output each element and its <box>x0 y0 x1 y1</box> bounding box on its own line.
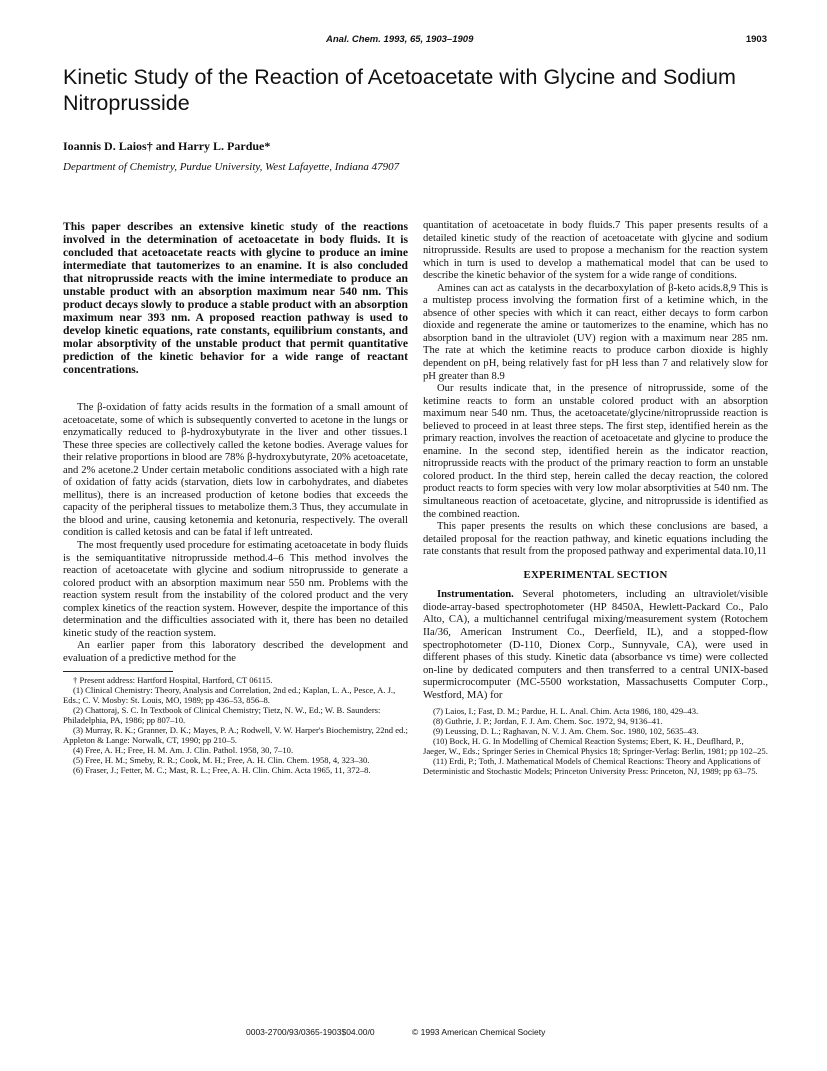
affiliation: Department of Chemistry, Purdue University, West Lafayette, Indiana 47907 <box>63 161 400 173</box>
reference: (11) Erdi, P.; Toth, J. Mathematical Models of Chemical Reactions: Theory and Applications of Deterministic and Stochastic Models; Princeton University Press: Princeton, NJ, 1989; pp 63–75. <box>423 756 761 777</box>
footnote: † Present address: Hartford Hospital, Hartford, CT 06115. <box>73 675 273 686</box>
reference: (1) Clinical Chemistry: Theory, Analysis and Correlation, 2nd ed.; Kaplan, L. A., Pesce, A. J., Eds.; C. V. Mosby: St. Louis, MO, 1989; pp 436–53, 856–8. <box>63 685 396 706</box>
body-paragraph: An earlier paper from this laboratory described the development and evaluation of a predictive method for the <box>63 640 408 664</box>
left-column <box>63 220 408 775</box>
journal-citation: Anal. Chem. 1993, 65, 1903–1909 <box>326 34 474 45</box>
article-title: Kinetic Study of the Reaction of Acetoacetate with Glycine and Sodium Nitroprusside <box>63 65 736 115</box>
body-paragraph: Amines can act as catalysts in the decarboxylation of β-keto acids.8,9 This is a multistep process involving the formation first of a ketimine which, in the absence of other species with which it can react, either decays to form carbon dioxide and regenerate the amine or tautomerizes to the enamine, which has no absorption band in the ultraviolet (UV) region with a maximum near 285 nm. The rate at which the ketimine reacts to produce carbon dioxide is highly dependent on pH, being relatively fast for pH less than 7 and relatively slow for pH greater than 8.9 <box>423 282 768 382</box>
body-paragraph: The most frequently used procedure for estimating acetoacetate in body fluids is the semiquantitative nitroprusside method.4–6 This method involves the reaction of acetoacetate with glycine and sodium nitroprusside to generate a colored product with an absorption maximum near 550 nm. Problems with the reaction system result from the instability of the colored product and the very complex kinetics of the reaction system. However, despite the importance of this determination and the difficulties associated with it, there has been no detailed kinetic study of the reaction system. <box>63 540 408 639</box>
author-line: Ioannis D. Laios† and Harry L. Pardue* <box>63 139 271 153</box>
subsection-lead: Instrumentation. <box>437 589 514 601</box>
copyright: © 1993 American Chemical Society <box>412 1027 546 1037</box>
body-paragraph: This paper presents the results on which these conclusions are based, a detailed proposal for the reaction pathway, and kinetic equations including the rate constants that result from the proposed pathway and experimental data.10,11 <box>423 521 768 558</box>
running-header <box>0 34 827 48</box>
instrumentation-text: Several photometers, including an ultraviolet/visible diode-array-based spectrophotometer (HP 8450A, Hewlett-Packard Co., Palo Alto, CA), a multichannel centrifugal mixing/measurement system (Rotochem IIa/36, American Instrument Co., Deerfield, IL), and a stopped-flow spectrophotometer (D-110, Dionex Corp., Sunnyvale, CA), were used in different phases of this study. Kinetic data (absorbance vs time) were collected on-line by dedicated computers and then transferred to a central UNIX-based supermicrocomputer (MC-5500 workstation, Massachusetts Computer Corp., Westford, MA) for <box>423 589 768 701</box>
body-paragraph: quantitation of acetoacetate in body fluids.7 This paper presents results of a detailed kinetic study of the reaction of acetoacetate with glycine and sodium nitroprusside. Results are used to propose a mechanism for the reaction system which in turn is used to develop a mathematical model that can be used to describe the kinetic behavior of the system for a wide range of conditions. <box>423 220 768 282</box>
instrumentation-paragraph <box>423 589 768 702</box>
page-number: 1903 <box>745 34 767 45</box>
reference: (6) Fraser, J.; Fetter, M. C.; Mast, R. L.; Free, A. H. Clin. Chim. Acta 1965, 11, 372–8. <box>73 765 371 776</box>
footnotes-right <box>423 706 768 776</box>
body-paragraph: The β-oxidation of fatty acids results in the formation of a small amount of acetoacetate, some of which is subsequently converted to acetone in the lungs or enzymatically reduced to β-hydroxybutyrate in the liver and other tissues.1 These three species are collectively called the ketone bodies. Average values for their relative proportions in blood are 78% β-hydroxybutyrate, 20% acetoacetate, and 2% acetone.2 Under certain metabolic conditions associated with a high rate of oxidation of fatty acids (starvation, diets low in carbohydrates, and diabetes mellitus), there is an increased production of ketone bodies that exceeds the capacity of the peripheral tissues to metabolize them.3 Thus, they accumulate in the blood and urine, causing ketonemia and ketonuria, respectively. The overall condition is called ketosis and can be fatal if left untreated. <box>63 402 408 539</box>
reference: (4) Free, A. H.; Free, H. M. Am. J. Clin. Pathol. 1958, 30, 7–10. <box>73 745 294 756</box>
reference: (2) Chattoraj, S. C. In Textbook of Clinical Chemistry; Tietz, N. W., Ed.; W. B. Saunders: Philadelphia, PA, 1986; pp 807–10. <box>63 705 381 726</box>
reference: (10) Bock, H. G. In Modelling of Chemical Reaction Systems; Ebert, K. H., Deuflhard, P., Jaeger, W., Eds.; Springer Series in Chemical Physics 18; Springer-Verlag: Berlin, 1981; pp 102–25. <box>423 736 768 757</box>
footnotes-left <box>63 675 408 775</box>
section-heading: EXPERIMENTAL SECTION <box>523 568 668 581</box>
reference: (5) Free, H. M.; Smeby, R. R.; Cook, M. H.; Free, A. H. Clin. Chem. 1958, 4, 323–30. <box>73 755 370 766</box>
reference: (3) Murray, R. K.; Granner, D. K.; Mayes, P. A.; Rodwell, V. W. Harper's Biochemistry, 22nd ed.; Appleton & Lange: Norwalk, CT, 1990; pp 210–5. <box>63 725 408 746</box>
right-column <box>423 220 768 776</box>
footnote-divider <box>63 671 173 672</box>
issn-code: 0003-2700/93/0365-1903$04.00/0 <box>246 1027 375 1037</box>
body-paragraph: Our results indicate that, in the presence of nitroprusside, some of the ketimine reacts to form an unstable colored product with an absorption maximum near 540 nm. Thus, the acetoacetate/glycine/nitroprusside reaction is believed to proceed in at least three steps. The first step, identified herein as the primary reaction, involves the reaction of acetoacetate and glycine to produce the enamine. In the second step, identified herein as the indicator reaction, nitroprusside reacts with the product of the primary reaction to form an unstable colored product. In the third step, herein called the decay reaction, the colored product reacts to form species with very low molar absorptivities at 540 nm. The simultaneous reaction of acetoacetate, glycine, and nitroprusside is identified as the combined reaction. <box>423 383 768 520</box>
reference: (9) Leussing, D. L.; Raghavan, N. V. J. Am. Chem. Soc. 1980, 102, 5635–43. <box>433 726 699 737</box>
reference: (8) Guthrie, J. P.; Jordan, F. J. Am. Chem. Soc. 1972, 94, 9136–41. <box>433 716 663 727</box>
reference: (7) Laios, I.; Fast, D. M.; Pardue, H. L. Anal. Chim. Acta 1986, 180, 429–43. <box>433 706 699 717</box>
abstract: This paper describes an extensive kinetic study of the reactions involved in the determination of acetoacetate in body fluids. It is concluded that acetoacetate reacts with glycine to produce an imine intermediate that tautomerizes to an enamine. It is also concluded that nitroprusside reacts with the imine intermediate to produce an unstable product with an absorption maximum near 540 nm. This product decays slowly to produce a stable product with an absorption maximum near 393 nm. A proposed reaction pathway is used to develop kinetic equations, rate constants, equilibrium constants, and molar absorptivity of the unstable product that permit quantitative prediction of the kinetic behavior for a wide range of reactant concentrations. <box>63 220 408 376</box>
